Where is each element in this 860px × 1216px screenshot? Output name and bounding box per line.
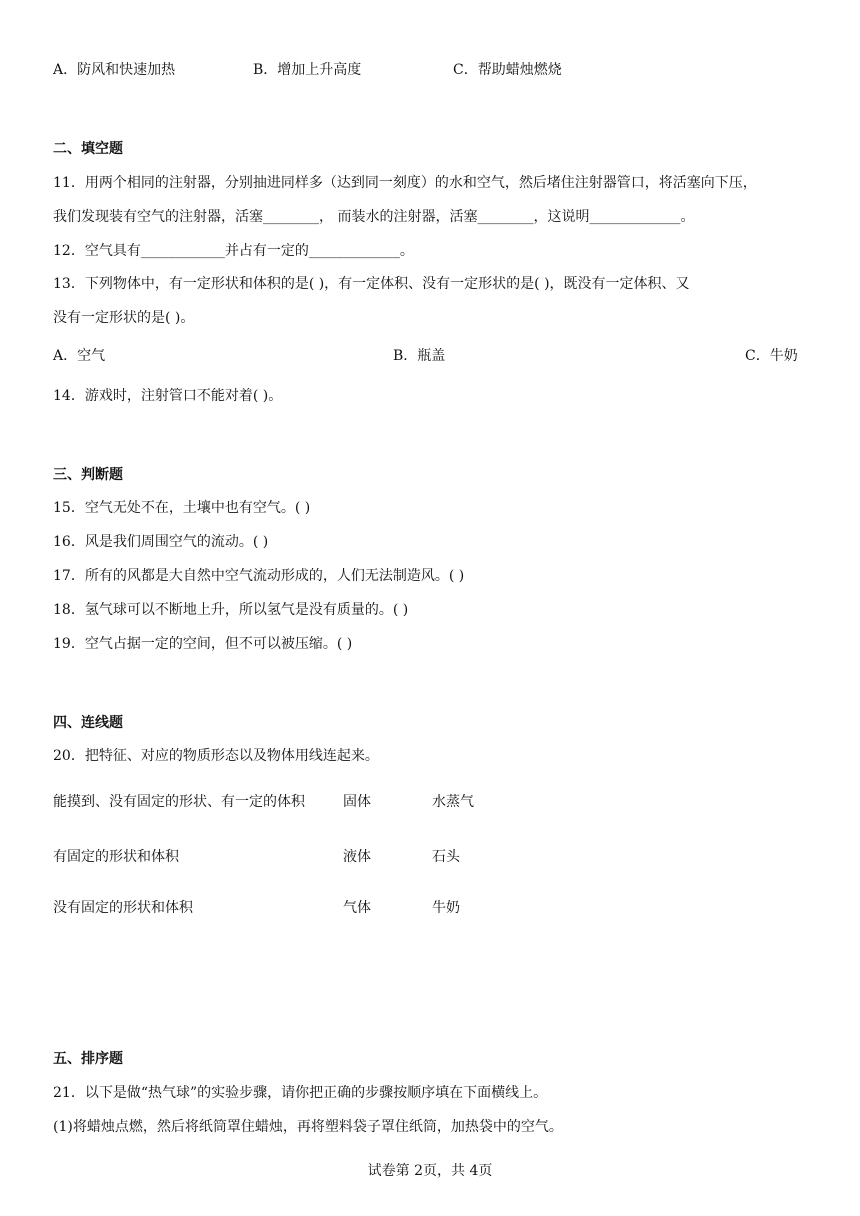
q13-option-a: A．空气 xyxy=(53,348,106,364)
q13-option-c: C．牛奶 xyxy=(745,348,798,364)
q18: 18．氢气球可以不断地上升，所以氢气是没有质量的。( ) xyxy=(53,602,409,618)
q14: 14．游戏时，注射管口不能对着( )。 xyxy=(53,388,283,404)
object-item: 牛奶 xyxy=(432,900,460,916)
q13-line1: 13．下列物体中，有一定形状和体积的是( )，有一定体积、没有一定形状的是( )，既没有一定体积、又 xyxy=(53,276,690,292)
q16: 16．风是我们周围空气的流动。( ) xyxy=(53,534,269,550)
q21-step1: (1)将蜡烛点燃，然后将纸筒罩住蜡烛，再将塑料袋子罩住纸筒，加热袋中的空气。 xyxy=(53,1119,563,1135)
object-item: 水蒸气 xyxy=(432,794,474,810)
section4-title: 四、连线题 xyxy=(53,715,123,731)
section3-title: 三、判断题 xyxy=(53,467,123,483)
state-item: 固体 xyxy=(343,794,371,810)
q15: 15．空气无处不在，土壤中也有空气。( ) xyxy=(53,500,311,516)
q10-option-a: A．防风和快速加热 xyxy=(53,62,176,78)
q11-line1: 11．用两个相同的注射器，分别抽进同样多（达到同一刻度）的水和空气，然后堵住注射器管口，将活塞向下压， xyxy=(53,175,757,191)
q13-option-b: B．瓶盖 xyxy=(393,348,446,364)
q17: 17．所有的风都是大自然中空气流动形成的，人们无法制造风。( ) xyxy=(53,568,465,584)
feature-item: 没有固定的形状和体积 xyxy=(53,900,193,916)
q10-option-c: C．帮助蜡烛燃烧 xyxy=(453,62,562,78)
feature-item: 能摸到、没有固定的形状、有一定的体积 xyxy=(53,794,305,810)
q20: 20．把特征、对应的物质形态以及物体用线连起来。 xyxy=(53,748,379,764)
q10-option-b: B．增加上升高度 xyxy=(253,62,362,78)
q13-line2: 没有一定形状的是( )。 xyxy=(53,310,195,326)
object-item: 石头 xyxy=(432,849,460,865)
feature-item: 有固定的形状和体积 xyxy=(53,849,179,865)
state-item: 气体 xyxy=(343,900,371,916)
q12: 12．空气具有____________并占有一定的_____________。 xyxy=(53,243,414,259)
page-footer: 试卷第 2页，共 4页 xyxy=(367,1163,493,1179)
q19: 19．空气占据一定的空间，但不可以被压缩。( ) xyxy=(53,636,353,652)
section2-title: 二、填空题 xyxy=(53,141,123,157)
q11-line2: 我们发现装有空气的注射器，活塞________， 而装水的注射器，活塞________，这说明_____________。 xyxy=(53,209,695,225)
section5-title: 五、排序题 xyxy=(53,1051,123,1067)
state-item: 液体 xyxy=(343,849,371,865)
q21: 21．以下是做“热气球”的实验步骤，请你把正确的步骤按顺序填在下面横线上。 xyxy=(53,1085,548,1101)
